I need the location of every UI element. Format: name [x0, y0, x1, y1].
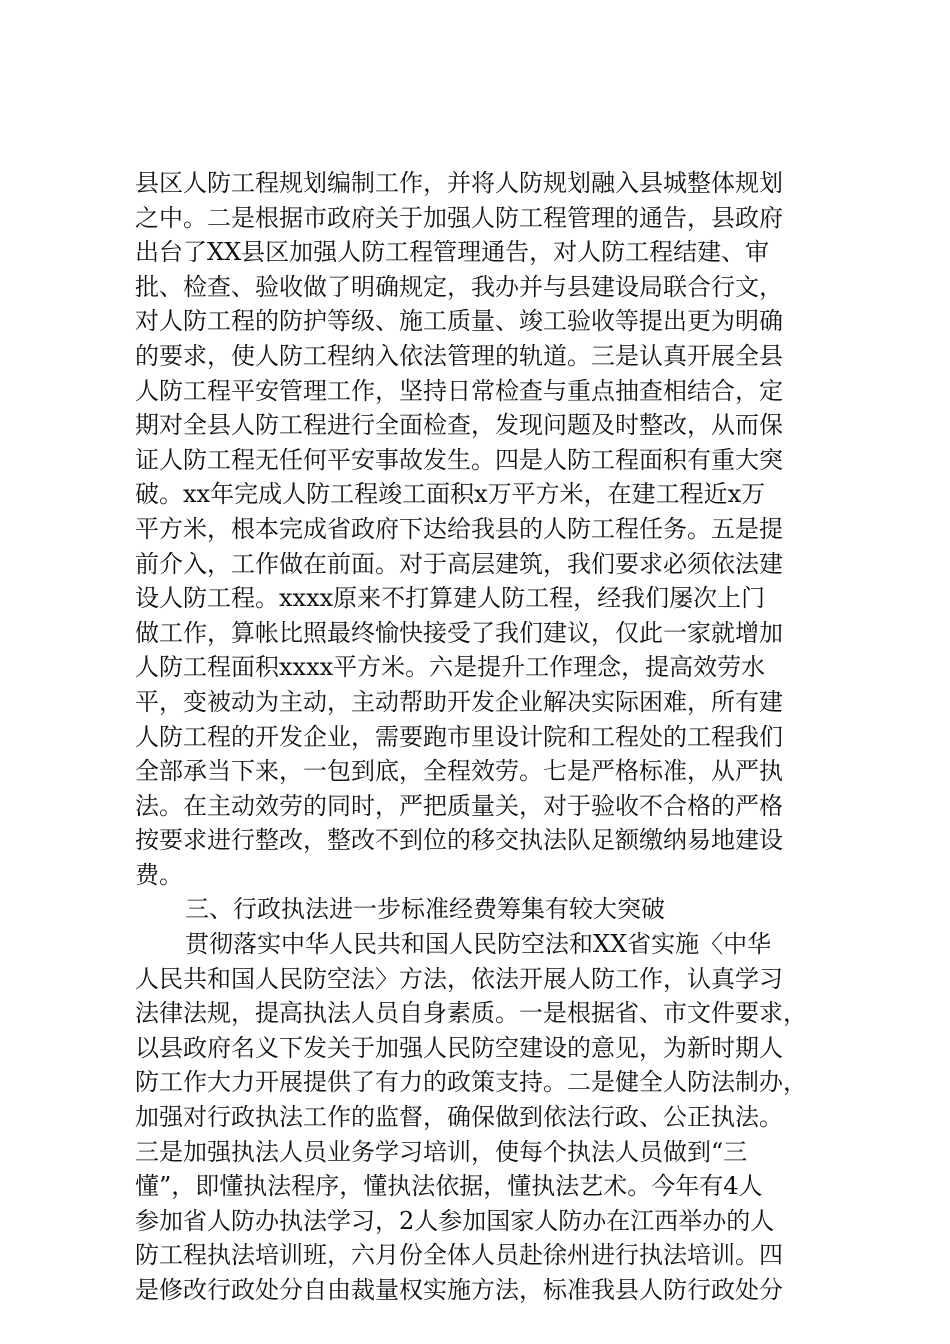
text-line: 人防工程平安管理工作，坚持日常检查与重点抽查相结合，定: [135, 376, 783, 405]
text-line: 出台了XX县区加强人防工程管理通告，对人防工程结建、审: [135, 238, 770, 267]
text-line: 懂”，即懂执法程序，懂执法依据，懂执法艺术。今年有4人: [135, 1172, 763, 1201]
section-heading: 三、行政执法进一步标准经费筹集有较大突破: [185, 895, 665, 924]
text-line: 前介入，工作做在前面。对于高层建筑，我们要求必须依法建: [135, 549, 783, 578]
text-line: 防工程执法培训班，六月份全体人员赴徐州进行执法培训。四: [135, 1241, 783, 1270]
text-line: 防工作大力开展提供了有力的政策支持。二是健全人防法制办，: [135, 1068, 807, 1097]
text-line: 破。xx年完成人防工程竣工面积x万平方米，在建工程近x万: [135, 480, 766, 509]
text-line: 参加省人防办执法学习，2人参加国家人防办在江西举办的人: [135, 1206, 775, 1235]
text-line: 人防工程面积xxxx平方米。六是提升工作理念，提高效劳水: [135, 653, 766, 682]
text-line: 期对全县人防工程进行全面检查，发现问题及时整改，从而保: [135, 411, 783, 440]
text-line: 做工作，算帐比照最终愉快接受了我们建议，仅此一家就增加: [135, 618, 783, 647]
text-line: 按要求进行整改，整改不到位的移交执法队足额缴纳易地建设: [135, 826, 783, 855]
text-line: 是修改行政处分自由裁量权实施方法，标准我县人防行政处分: [135, 1276, 783, 1304]
text-line: 证人防工程无任何平安事故发生。四是人防工程面积有重大突: [135, 445, 783, 474]
text-line: 之中。二是根据市政府关于加强人防工程管理的通告，县政府: [135, 203, 783, 232]
text-line: 人民共和国人民防空法〉方法，依法开展人防工作，认真学习: [135, 964, 783, 993]
text-line: 批、检查、验收做了明确规定，我办并与县建设局联合行文，: [135, 272, 783, 301]
text-line: 费。: [135, 860, 183, 889]
text-line: 对人防工程的防护等级、施工质量、竣工验收等提出更为明确: [135, 307, 783, 336]
document-body: [135, 166, 835, 1308]
text-line: 全部承当下来，一包到底，全程效劳。七是严格标准，从严执: [135, 757, 783, 786]
text-line: 法律法规，提高执法人员自身素质。一是根据省、市文件要求，: [135, 999, 807, 1028]
text-line: 以县政府名义下发关于加强人民防空建设的意见，为新时期人: [135, 1033, 783, 1062]
text-line: 平方米，根本完成省政府下达给我县的人防工程任务。五是提: [135, 514, 783, 543]
text-line: 的要求，使人防工程纳入依法管理的轨道。三是认真开展全县: [135, 341, 783, 370]
text-line: 贯彻落实中华人民共和国人民防空法和XX省实施〈中华: [185, 930, 772, 959]
text-line: 三是加强执法人员业务学习培训，使每个执法人员做到“三: [135, 1137, 748, 1166]
text-line: 县区人防工程规划编制工作，并将人防规划融入县城整体规划: [135, 169, 783, 197]
text-line: 加强对行政执法工作的监督，确保做到依法行政、公正执法。: [135, 1103, 783, 1132]
text-line: 平，变被动为主动，主动帮助开发企业解决实际困难，所有建: [135, 687, 783, 716]
text-line: 法。在主动效劳的同时，严把质量关，对于验收不合格的严格: [135, 791, 783, 820]
text-line: 设人防工程。xxxx原来不打算建人防工程，经我们屡次上门: [135, 584, 766, 613]
text-line: 人防工程的开发企业，需要跑市里设计院和工程处的工程我们: [135, 722, 783, 751]
